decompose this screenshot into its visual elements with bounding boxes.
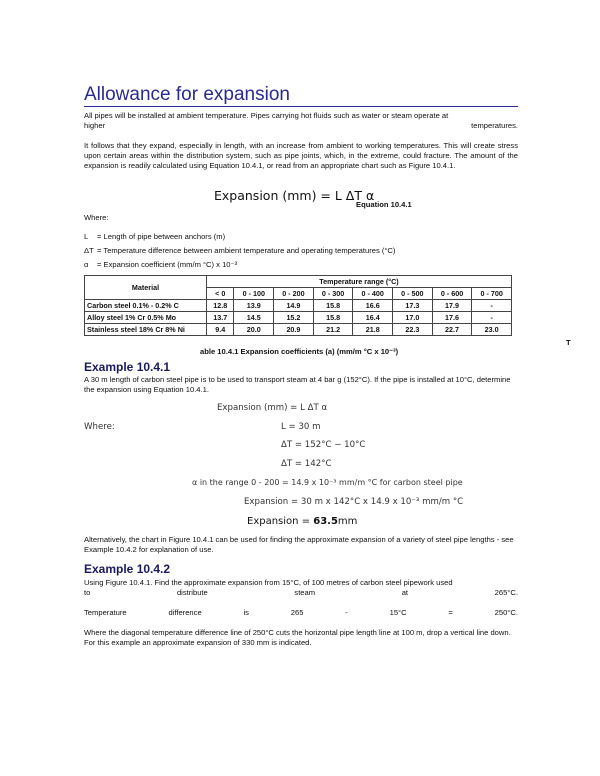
- example-1-delta-t: ΔT = 152°C − 10°C: [281, 440, 366, 450]
- table-cell: 15.2: [274, 312, 314, 324]
- column-header: 0 - 400: [353, 288, 393, 300]
- table-caption-t: T: [566, 338, 571, 347]
- word: 265: [290, 608, 304, 617]
- example-1-length: L = 30 m: [281, 422, 321, 432]
- word: to: [84, 588, 91, 597]
- alternative-paragraph: Alternatively, the chart in Figure 10.4.1 can be used for finding the approximate expansion of a variety of steel pipe lengths - see Example 10.4.2 for explanation of use.: [84, 535, 514, 554]
- example-1-where: Where:: [84, 422, 115, 432]
- table-cell: 14.5: [234, 312, 274, 324]
- material-cell: Carbon steel 0.1% - 0.2% C: [85, 300, 207, 312]
- material-cell: Alloy steel 1% Cr 0.5% Mo: [85, 312, 207, 324]
- definition-item: [84, 260, 524, 270]
- column-header: < 0: [207, 288, 234, 300]
- table-cell: 17.0: [393, 312, 433, 324]
- word: -: [345, 608, 348, 617]
- table-cell: 13.9: [234, 300, 274, 312]
- table-cell: 20.9: [274, 324, 314, 336]
- word: difference: [168, 608, 202, 617]
- equation-formula: Expansion (mm) = L ΔT α: [214, 188, 375, 203]
- definition-text: = Expansion coefficient (mm/m °C) x 10⁻³: [97, 260, 238, 269]
- example-1-delta-t-result: ΔT = 142°C: [281, 459, 332, 469]
- table-cell: 23.0: [472, 324, 512, 336]
- example-1-heading: Example 10.4.1: [84, 360, 171, 374]
- example-2-heading: Example 10.4.2: [84, 562, 171, 576]
- column-header: 0 - 600: [432, 288, 472, 300]
- intro-line-2-left: higher: [84, 121, 106, 130]
- definition-item: [84, 246, 524, 256]
- definitions-list: [84, 232, 524, 270]
- word: =: [448, 608, 453, 617]
- where-label: Where:: [84, 213, 109, 222]
- stress-paragraph: It follows that they expand, especially in length, with an increase from ambient to working temperatures. This will create stress upon certain areas within the distribution system, such as pipe joints, which, in the extreme, could fracture. The amount of the expansion is readily calculated using Equation 10.4.1, or read from an appropriate chart such as Figure 10.4.1.: [84, 141, 518, 170]
- table-cell: 22.3: [393, 324, 433, 336]
- table-header-row: [85, 276, 512, 288]
- definition-text: = Length of pipe between anchors (m): [97, 232, 226, 241]
- table-cell: 14.9: [274, 300, 314, 312]
- definition-item: [84, 232, 524, 242]
- example-1-alpha: α in the range 0 - 200 = 14.9 x 10⁻³ mm/m °C for carbon steel pipe: [192, 478, 463, 487]
- word: Temperature: [84, 608, 127, 617]
- equation-label: Equation 10.4.1: [356, 200, 412, 209]
- table-row: [85, 324, 512, 336]
- table-cell: 15.8: [313, 300, 353, 312]
- example-2-line-1: Using Figure 10.4.1. Find the approximate expansion from 15°C, of 100 metres of carbon steel pipework used: [84, 578, 453, 587]
- table-cell: 21.8: [353, 324, 393, 336]
- table-cell: 16.6: [353, 300, 393, 312]
- word: at: [401, 588, 409, 597]
- table-cell: 17.3: [393, 300, 433, 312]
- table-cell: 12.8: [207, 300, 234, 312]
- temperature-range-header: Temperature range (°C): [207, 276, 512, 288]
- word: steam: [294, 588, 316, 597]
- page-title: Allowance for expansion: [84, 84, 290, 105]
- word: 15°C: [389, 608, 407, 617]
- table-cell: 22.7: [432, 324, 472, 336]
- table-cell: 13.7: [207, 312, 234, 324]
- example-1-equation: Expansion (mm) = L ΔT α: [217, 403, 328, 413]
- column-header: 0 - 100: [234, 288, 274, 300]
- intro-line-2: [84, 121, 518, 131]
- definition-text: = Temperature difference between ambient temperature and operating temperatures (°C): [97, 246, 396, 255]
- table-cell: -: [472, 300, 512, 312]
- example-1-substitution: Expansion = 30 m x 142°C x 14.9 x 10⁻³ mm/m °C: [244, 497, 464, 507]
- example-2-line-3: [84, 608, 518, 618]
- table-cell: 17.9: [432, 300, 472, 312]
- table-cell: 9.4: [207, 324, 234, 336]
- table-cell: 17.6: [432, 312, 472, 324]
- definition-symbol: α: [84, 260, 89, 269]
- definition-symbol: L: [84, 232, 89, 241]
- word: is: [243, 608, 249, 617]
- definition-symbol: ΔT: [84, 246, 94, 255]
- expansion-coefficients-table: [84, 275, 512, 336]
- table-cell: 16.4: [353, 312, 393, 324]
- title-underline: [84, 106, 518, 107]
- table-row: [85, 312, 512, 324]
- result-prefix: Expansion =: [247, 516, 314, 527]
- table-caption: able 10.4.1 Expansion coefficients (a) (mm/m °C x 10⁻³): [200, 347, 399, 356]
- column-header: 0 - 300: [313, 288, 353, 300]
- table-cell: -: [472, 312, 512, 324]
- column-header: 0 - 500: [393, 288, 433, 300]
- result-value: 63.5: [313, 516, 338, 527]
- intro-line-1: All pipes will be installed at ambient temperature. Pipes carrying hot fluids such as water or steam operate at: [84, 111, 449, 120]
- example-2-paragraph: Where the diagonal temperature difference line of 250°C cuts the horizontal pipe length line at 100 m, drop a vertical line down. For this example an approximate expansion of 330 mm is indicated.: [84, 628, 511, 647]
- word: 250°C.: [494, 608, 518, 617]
- word: distribute: [176, 588, 208, 597]
- table-cell: 21.2: [313, 324, 353, 336]
- example-1-text: A 30 m length of carbon steel pipe is to be used to transport steam at 4 bar g (152°C). If the pipe is installed at 10°C, determine the expansion using Equation 10.4.1.: [84, 375, 511, 394]
- intro-line-2-right: temperatures.: [471, 121, 518, 130]
- column-header: 0 - 700: [472, 288, 512, 300]
- example-1-result: [247, 516, 357, 527]
- material-cell: Stainless steel 18% Cr 8% Ni: [85, 324, 207, 336]
- table-row: [85, 300, 512, 312]
- table-cell: 15.8: [313, 312, 353, 324]
- material-header: Material: [85, 276, 207, 300]
- word: 265°C.: [494, 588, 518, 597]
- result-unit: mm: [337, 516, 358, 527]
- example-2-line-2: [84, 588, 518, 598]
- intro-paragraph: [84, 111, 518, 131]
- column-header: 0 - 200: [274, 288, 314, 300]
- table-cell: 20.0: [234, 324, 274, 336]
